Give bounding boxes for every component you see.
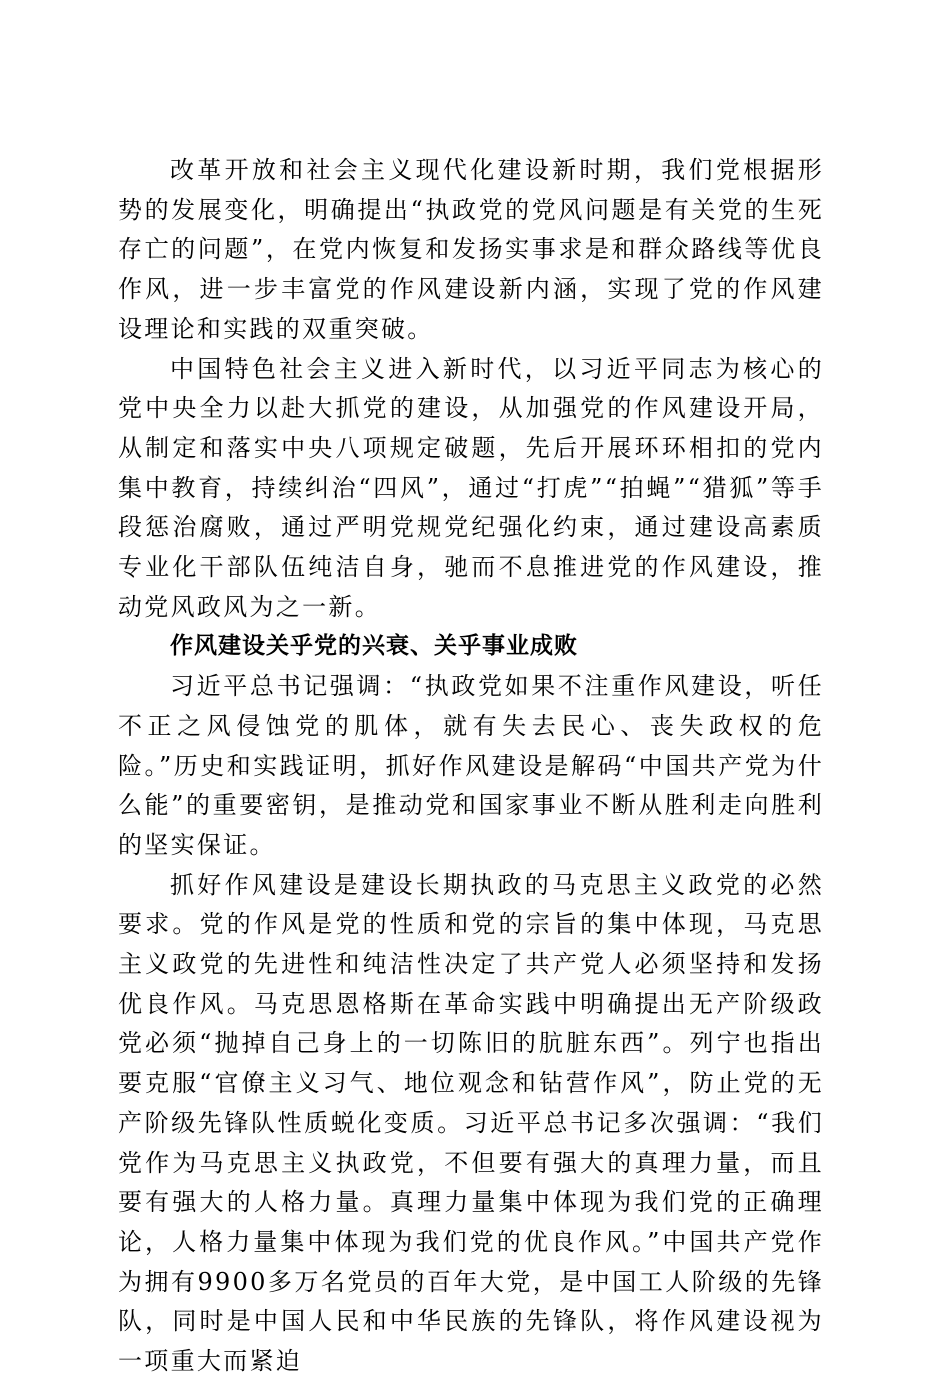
paragraph-marxist-party: 抓好作风建设是建设长期执政的马克思主义政党的必然要求。党的作风是党的性质和党的宗旨的集中体现，马克思主义政党的先进性和纯洁性决定了共产党人必须坚持和发扬优良作风。马克思恩格斯在革命实践中明确提出无产阶级政党必须“抛掉自己身上的一切陈旧的肮脏东西”。列宁也指出要克服“官僚主义习气、地位观念和钻营作风”，防止党的无产阶级先锋队性质蜕化变质。习近平总书记多次强调：“我们党作为马克思主义执政党，不但要有强大的真理力量，而且要有强大的人格力量。真理力量集中体现为我们党的正确理论，人格力量集中体现为我们党的优良作风。”中国共产党作为拥有9900多万名党员的百年大党，是中国工人阶级的先锋队，同时是中国人民和中华民族的先锋队，将作风建设视为一项重大而紧迫 [118,870,824,1376]
paragraph-new-era: 中国特色社会主义进入新时代，以习近平同志为核心的党中央全力以赴大抓党的建设，从加强党的作风建设开局，从制定和落实中央八项规定破题，先后开展环环相扣的党内集中教育，持续纠治“四风”，通过“打虎”“拍蝇”“猎狐”等手段惩治腐败，通过严明党规党纪强化约束，通过建设高素质专业化干部队伍纯洁自身，驰而不息推进党的作风建设，推动党风政风为之一新。 [118,354,824,621]
document-body [118,151,824,1382]
paragraph-xi-quote: 习近平总书记强调：“执政党如果不注重作风建设，听任不正之风侵蚀党的肌体，就有失去民心、丧失政权的危险。”历史和实践证明，抓好作风建设是解码“中国共产党为什么能”的重要密钥，是推动党和国家事业不断从胜利走向胜利的坚实保证。 [118,672,824,859]
paragraph-reform-era: 改革开放和社会主义现代化建设新时期，我们党根据形势的发展变化，明确提出“执政党的党风问题是有关党的生死存亡的问题”，在党内恢复和发扬实事求是和群众路线等优良作风，进一步丰富党的作风建设新内涵，实现了党的作风建设理论和实践的双重突破。 [118,156,824,343]
section-heading: 作风建设关乎党的兴衰、关乎事业成败 [170,633,578,660]
